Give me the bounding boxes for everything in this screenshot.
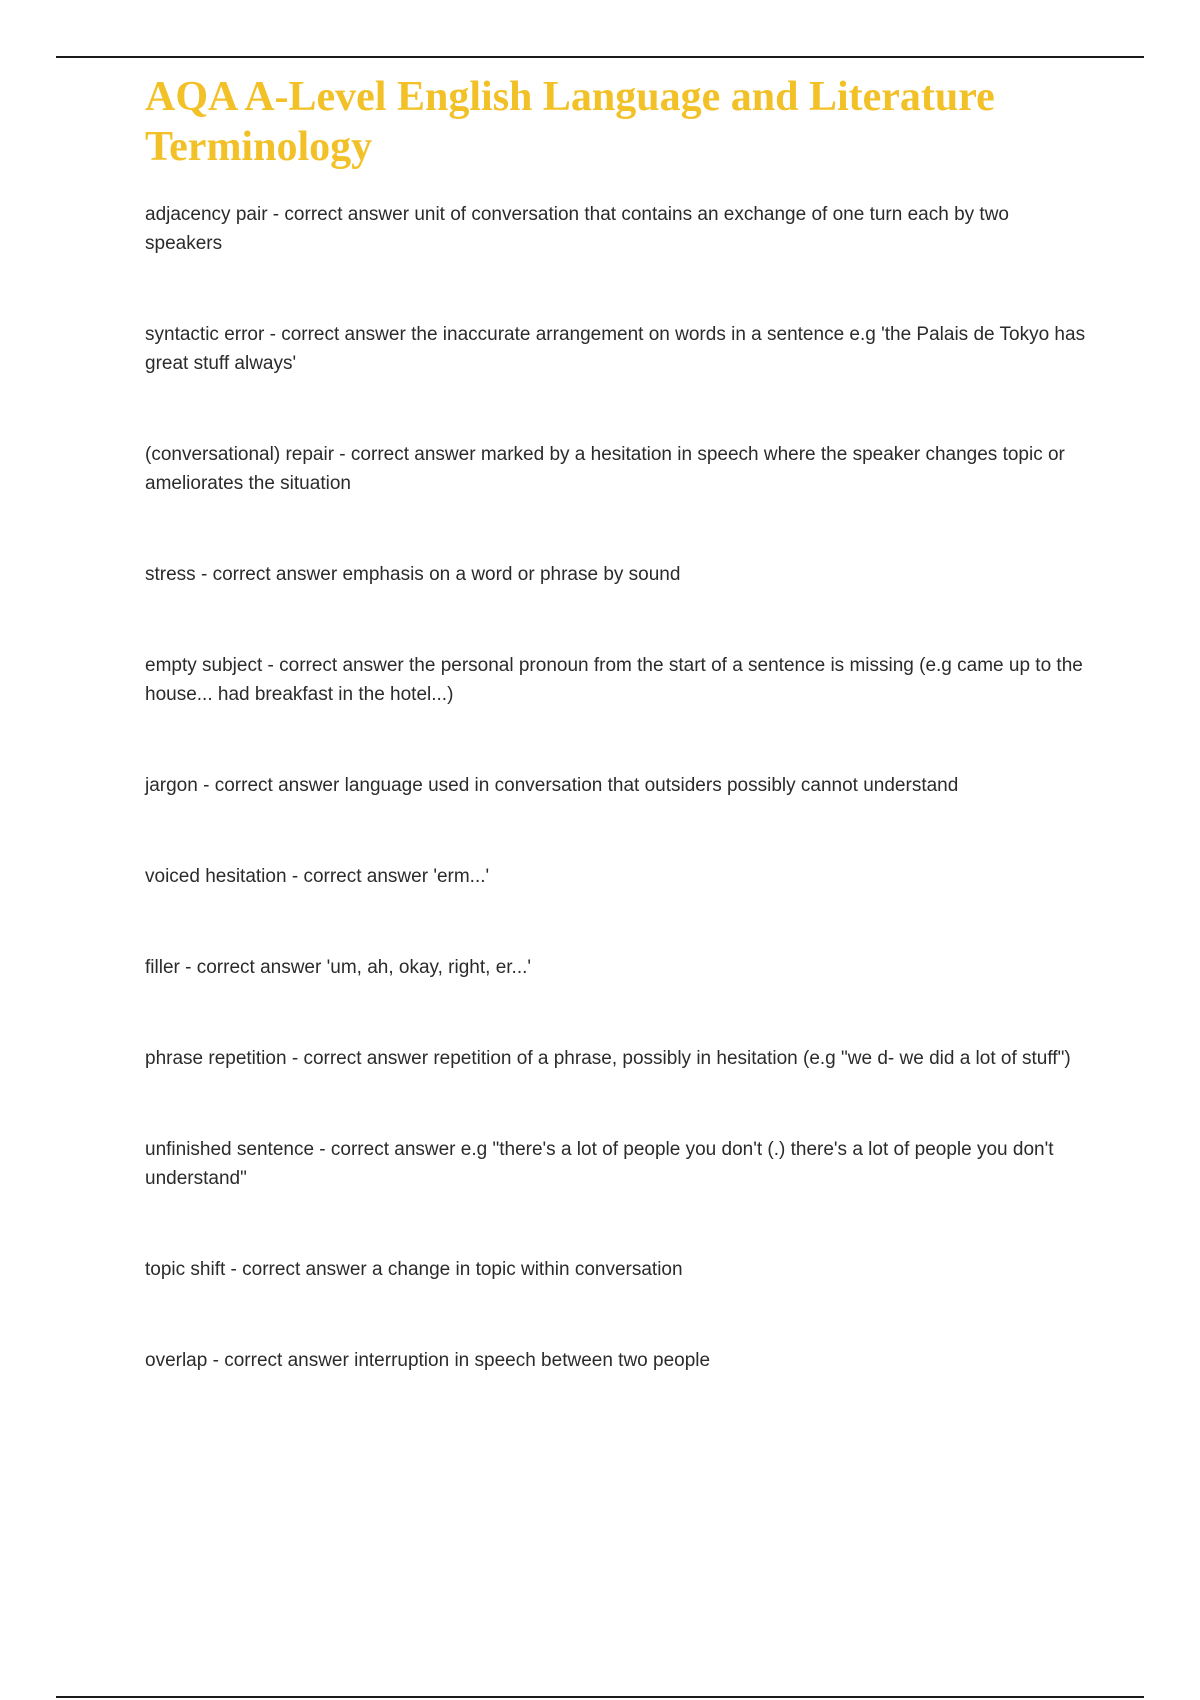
term-name: phrase repetition	[145, 1048, 287, 1069]
answer-label: correct answer	[303, 866, 429, 887]
term-separator: -	[286, 866, 304, 887]
term-name: jargon	[145, 775, 198, 796]
term-separator: -	[179, 957, 197, 978]
term-separator: -	[207, 1350, 225, 1371]
term-entry	[145, 771, 1090, 800]
term-name: topic shift	[145, 1259, 226, 1280]
top-rule	[56, 56, 1144, 58]
answer-label: correct answer	[212, 564, 338, 585]
answer-label: correct answer	[242, 1259, 367, 1280]
answer-label: correct answer	[284, 204, 410, 225]
term-definition: language used in conversation that outsiders possibly cannot understand	[344, 775, 959, 796]
term-definition: emphasis on a word or phrase by sound	[342, 564, 681, 585]
term-list	[145, 200, 1090, 1375]
term-name: voiced hesitation	[145, 866, 287, 887]
term-name: filler	[145, 957, 180, 978]
page-title: AQA A-Level English Language and Literature Terminology	[145, 74, 995, 170]
term-name: stress	[145, 564, 196, 585]
term-name: unfinished sentence	[145, 1139, 315, 1160]
term-entry	[145, 862, 1090, 891]
term-definition: e.g "there's a lot of people you don't (.) there's a lot of people you don't understand"	[145, 1139, 1054, 1189]
term-separator: -	[286, 1048, 304, 1069]
term-separator: -	[334, 444, 351, 465]
term-name: syntactic error	[145, 324, 265, 345]
term-name: empty subject	[145, 655, 263, 676]
term-definition: marked by a hesitation in speech where the speaker changes topic or ameliorates the situation	[145, 444, 1065, 494]
term-separator: -	[314, 1139, 331, 1160]
term-separator: -	[267, 204, 285, 225]
term-definition: a change in topic within conversation	[372, 1259, 683, 1280]
term-entry	[145, 320, 1090, 378]
term-separator: -	[264, 324, 282, 345]
term-name: adjacency pair	[145, 204, 268, 225]
term-separator: -	[197, 775, 215, 796]
term-entry	[145, 1135, 1090, 1193]
answer-label: correct answer	[281, 324, 406, 345]
term-entry	[145, 440, 1090, 498]
term-entry	[145, 1044, 1090, 1073]
answer-label: correct answer	[330, 1139, 456, 1160]
term-definition: the inaccurate arrangement on words in a sentence e.g 'the Palais de Tokyo has great stuff always'	[145, 324, 1086, 374]
term-definition: interruption in speech between two people	[354, 1350, 711, 1371]
term-separator: -	[225, 1259, 243, 1280]
term-entry	[145, 651, 1090, 709]
term-entry	[145, 953, 1090, 982]
answer-label: correct answer	[350, 444, 476, 465]
term-separator: -	[262, 655, 280, 676]
term-name: overlap	[145, 1350, 208, 1371]
term-entry	[145, 200, 1090, 258]
term-definition: repetition of a phrase, possibly in hesitation (e.g "we d- we did a lot of stuff")	[433, 1048, 1071, 1069]
answer-label: correct answer	[214, 775, 340, 796]
answer-label: correct answer	[279, 655, 404, 676]
answer-label: correct answer	[303, 1048, 429, 1069]
term-definition: unit of conversation that contains an exchange of one turn each by two speakers	[145, 204, 1009, 254]
answer-label: correct answer	[224, 1350, 349, 1371]
bottom-rule	[56, 1696, 1144, 1698]
term-name: (conversational) repair	[145, 444, 335, 465]
document-body	[145, 72, 1090, 1437]
term-entry	[145, 560, 1090, 589]
term-definition: 'erm...'	[433, 866, 490, 887]
term-entry	[145, 1346, 1090, 1375]
term-definition: the personal pronoun from the start of a sentence is missing (e.g came up to the house... had breakfast in the hotel...)	[145, 655, 1083, 705]
answer-label: correct answer	[196, 957, 322, 978]
term-separator: -	[195, 564, 213, 585]
term-entry	[145, 1255, 1090, 1284]
term-definition: 'um, ah, okay, right, er...'	[326, 957, 532, 978]
